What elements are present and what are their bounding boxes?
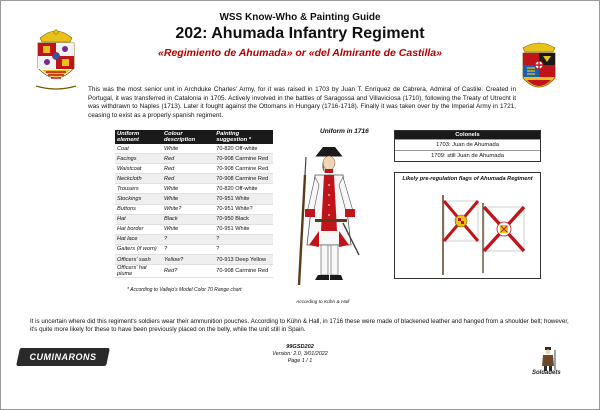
row-element: Stockings <box>115 194 162 204</box>
row-colour: ? <box>162 244 214 254</box>
flags-box <box>394 172 541 279</box>
table-row <box>115 154 273 164</box>
table-row <box>115 265 273 278</box>
row-element: Hat <box>115 214 162 224</box>
table-row <box>115 255 273 265</box>
row-paint: 70-908 Carmine Red <box>214 164 273 174</box>
row-colour: White <box>162 184 214 194</box>
row-element: Hat lace <box>115 234 162 244</box>
header-element: Uniform element <box>115 130 162 144</box>
table-row <box>115 164 273 174</box>
intro-paragraph: This was the most senior unit in Archduke Charles' Army, for it was raised in 1703 by Juan T. Enríquez de Cabrera, Admiral of Castile. Created in Portugal, it was transferred in Catalonia in 1705. Actively involved in the battles of Saragossa and Villaviciosa (1710), following the Treaty of Utrecht it was withdrawn to Naples (1713). Later it fought against the Ottomans in Hungary (1716-1718). Finally it was taken over by the Imperial Army in 1721, ceasing to exist as a properly spanish regiment. <box>88 86 516 119</box>
table-row <box>115 144 273 154</box>
row-element: Officers' hat plume <box>115 265 162 278</box>
colonels-box <box>394 130 541 162</box>
row-colour: White? <box>162 204 214 214</box>
row-paint: 70-908 Carmine Red <box>214 154 273 164</box>
table-row <box>115 184 273 194</box>
row-paint: 70-951 White? <box>214 204 273 214</box>
table-row <box>115 174 273 184</box>
illustration-source: According to Kühn & Hall <box>296 300 350 305</box>
soldadets-logo-icon <box>536 346 560 372</box>
row-element: Trousers <box>115 184 162 194</box>
table-row <box>115 204 273 214</box>
colonel-row: 1703: Juan de Ahumada <box>395 139 540 150</box>
row-colour: ? <box>162 234 214 244</box>
table-footnote: * According to Vallejo's Model Color 70 Range chart <box>127 287 242 293</box>
row-paint: 70-950 Black <box>214 214 273 224</box>
row-paint: 70-908 Carmine Red <box>214 265 273 278</box>
publisher-logo-text: CUMINARONS <box>29 352 97 362</box>
row-element: Coat <box>115 144 162 154</box>
table-row <box>115 234 273 244</box>
row-element: Hat border <box>115 224 162 234</box>
row-colour: Red <box>162 154 214 164</box>
row-paint: ? <box>214 234 273 244</box>
footer-paragraph: It is uncertain where did this regiment's soldiers wear their ammunition pouches. According to Kühn & Hall, in 1716 these were made of blackened leather and hanged from a shoulder belt; however, it's quite more likely for these to have been previously placed on the belly, while the unit still in Spain. <box>30 318 569 334</box>
table-row <box>115 244 273 254</box>
soldier-illustration <box>285 135 375 300</box>
document-code: 99GSD202 <box>286 344 314 350</box>
uniform-caption: Uniform in 1716 <box>320 128 369 135</box>
row-colour: Red? <box>162 265 214 278</box>
row-colour: Black <box>162 214 214 224</box>
flags-caption: Likely pre-regulation flags of Ahumada Regiment <box>402 176 533 182</box>
uniform-table-header <box>115 130 273 144</box>
row-element: Officers' sash <box>115 255 162 265</box>
table-row <box>115 214 273 224</box>
row-element: Facings <box>115 154 162 164</box>
colonel-row: 1709: still Juan de Ahumada <box>395 150 540 161</box>
row-paint: 70-820 Off-white <box>214 144 273 154</box>
page-title: 202: Ahumada Infantry Regiment <box>175 25 425 42</box>
soldadets-logo-text: Soldadets <box>532 370 561 376</box>
row-element: Buttons <box>115 204 162 214</box>
row-paint: ? <box>214 244 273 254</box>
row-paint: 70-913 Deep Yellow <box>214 255 273 265</box>
row-colour: Red <box>162 164 214 174</box>
row-colour: Yellow? <box>162 255 214 265</box>
page-number: Page 1 / 1 <box>287 358 313 365</box>
page-subtitle: «Regimiento de Ahumada» or «del Almirante de Castilla» <box>158 47 442 59</box>
row-paint: 70-951 White <box>214 194 273 204</box>
header-paint: Painting suggestion * <box>214 130 273 144</box>
header-colour: Colour description <box>162 130 214 144</box>
regimental-flag-icon <box>481 203 537 273</box>
series-title: WSS Know-Who & Painting Guide <box>219 12 381 23</box>
row-element: Waistcoat <box>115 164 162 174</box>
document-version-block <box>0 351 600 365</box>
row-colour: White <box>162 224 214 234</box>
row-colour: White <box>162 144 214 154</box>
row-paint: 70-820 Off-white <box>214 184 273 194</box>
table-row <box>115 224 273 234</box>
uniform-table <box>115 130 273 278</box>
row-colour: White <box>162 194 214 204</box>
row-element: Neckcloth <box>115 174 162 184</box>
colonels-header: Colonels <box>395 131 540 139</box>
row-paint: 70-951 White <box>214 224 273 234</box>
document-version: Version: 2.0, 3/01/2022 <box>272 351 328 357</box>
row-paint: 70-908 Carmine Red <box>214 174 273 184</box>
row-colour: Red <box>162 174 214 184</box>
table-row <box>115 194 273 204</box>
row-element: Gaiters (if worn) <box>115 244 162 254</box>
